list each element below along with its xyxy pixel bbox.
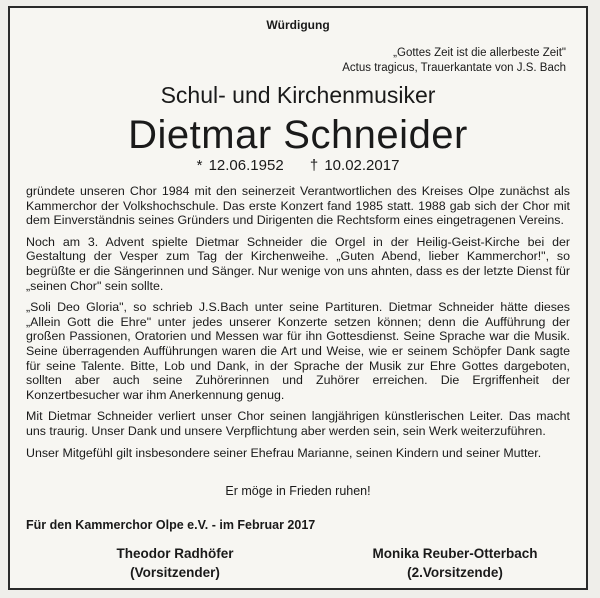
signatory-2 (340, 544, 570, 582)
motto (342, 46, 566, 76)
paragraph: Unser Mitgefühl gilt insbesondere seiner Ehefrau Marianne, seinen Kindern und seiner Mutter. (26, 445, 542, 460)
tribute-text (26, 184, 570, 467)
death-date: † 10.02.2017 (309, 157, 400, 174)
signatory-title: (2.Vorsitzende) (407, 565, 503, 580)
signoff-line: Für den Kammerchor Olpe e.V. - im Februar 2017 (26, 518, 316, 532)
signatory-title: (Vorsitzender) (130, 565, 220, 580)
paragraph: Noch am 3. Advent spielte Dietmar Schneider die Orgel in der Heilig-Geist-Kirche bei der Gestaltung der Vesper zum Tag der Kirchenweihe. „Guten Abend, lieber Kammerchor!", so begrüßte er die Sängerinnen und Sänger. Nur wenige von uns ahnten, dass es der letzte Dienst für „seinen Chor" sein sollte. (26, 234, 570, 293)
deceased-name: Dietmar Schneider (128, 113, 468, 157)
life-dates (10, 157, 586, 174)
signatory-name: Monika Reuber-Otterbach (372, 546, 538, 561)
signatory-1 (100, 544, 250, 582)
paragraph: gründete unseren Chor 1984 mit den seinerzeit Verantwortlichen des Kreises Olpe zunächst als Kammerchor der Volkshochschule. Das erste Konzert fand 1985 statt. 1988 gab sich der Chor mit dem Einverständnis seines Gründers und Dirigenten die Rechtsform eines eingetragenen Vereins. (26, 184, 570, 228)
notice-label: Würdigung (266, 18, 330, 32)
signatory-name: Theodor Radhöfer (116, 546, 234, 561)
obituary-notice (8, 6, 588, 590)
motto-quote: „Gottes Zeit ist die allerbeste Zeit" (393, 47, 566, 59)
motto-source: Actus tragicus, Trauerkantate von J.S. Bach (342, 62, 566, 74)
paragraph: Mit Dietmar Schneider verliert unser Chor seinen langjährigen künstlerischen Leiter. Das macht uns traurig. Unser Dank und unsere Verpflichtung aber werden sein, sein Werk weiterzuführen. (26, 409, 570, 438)
paragraph: „Soli Deo Gloria", so schrieb J.S.Bach unter seine Partituren. Dietmar Schneider hätte dieses „Allein Gott die Ehre" unter jedes unserer Konzerte setzen können; denn die Aufführung der großen Passionen, Oratorien und Messen war für ihn Gottesdienst. Seine Sprache war die Musik. Seine überragenden Aufführungen waren die Art und Weise, wie er seinem Schöpfer Dank sagte für seine Talente. Bitte, Lob und Dank, in der Sprache der Musik zur Ehre Gottes dargeboten, sollten aber auch seine Zuhörerinnen und Zuhörer erreichen. Die Ergriffenheit der Konzertbesucher war ihm Anerkennung genug. (26, 300, 570, 402)
closing-line: Er möge in Frieden ruhen! (225, 484, 371, 498)
deceased-role: Schul- und Kirchenmusiker (160, 82, 436, 108)
birth-date: * 12.06.1952 (196, 157, 284, 174)
